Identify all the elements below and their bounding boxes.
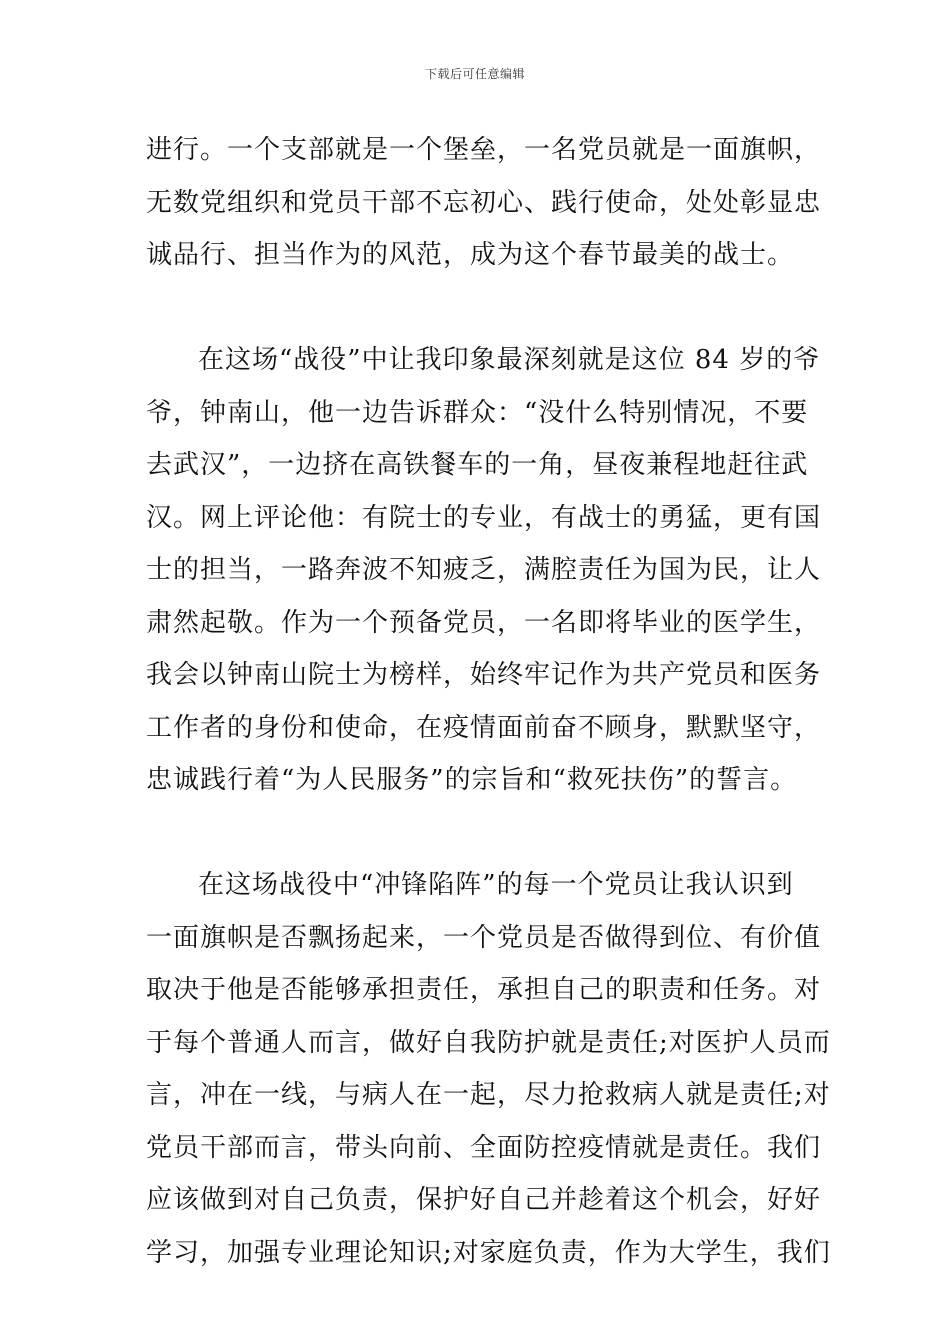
text-line: 我会以钟南山院士为榜样，始终牢记作为共产党员和医务 <box>146 660 822 690</box>
text-line: 取决于他是否能够承担责任，承担自己的职责和任务。对 <box>146 975 822 1005</box>
text-line: 诚品行、担当作为的风范，成为这个春节最美的战士。 <box>146 240 795 270</box>
page-header: 下载后可任意编辑 <box>424 67 525 81</box>
text-line: 学习，加强专业理论知识;对家庭负责，作为大学生，我们 <box>146 1237 831 1268</box>
text-line: 爷，钟南山，他一边告诉群众：“没什么特别情况，不要 <box>146 397 809 428</box>
text-line: 于每个普通人而言，做好自我防护就是责任;对医护人员而 <box>146 1027 831 1058</box>
text-line: 一面旗帜是否飘扬起来，一个党员是否做得到位、有价值 <box>146 922 822 953</box>
text-line: 无数党组织和党员干部不忘初心、践行使命，处处彰显忠 <box>146 187 822 218</box>
text-line: 士的担当，一路奔波不知疲乏，满腔责任为国为民，让人 <box>146 555 822 585</box>
paragraph-spacer <box>146 807 806 860</box>
text-line: 在这场战役中“冲锋陷阵”的每一个党员让我认识到 <box>198 870 794 900</box>
document-body <box>146 124 831 1279</box>
text-line: 忠诚践行着“为人民服务”的宗旨和“救死扶伤”的誓言。 <box>146 765 798 795</box>
paragraph-3 <box>146 859 831 1279</box>
text-line: 去武汉”，一边挤在高铁餐车的一角，昼夜兼程地赶往武 <box>146 450 809 480</box>
paragraph-2 <box>146 334 822 807</box>
text-line: 肃然起敬。作为一个预备党员，一名即将毕业的医学生， <box>146 607 822 638</box>
text-line: 在这场“战役”中让我印象最深刻就是这位 84 岁的爷 <box>198 345 821 375</box>
paragraph-1 <box>146 124 822 282</box>
text-line: 工作者的身份和使命，在疫情面前奋不顾身，默默坚守， <box>146 712 822 743</box>
text-line: 应该做到对自己负责，保护好自己并趁着这个机会，好好 <box>146 1185 822 1215</box>
paragraph-spacer <box>146 282 806 335</box>
text-line: 进行。一个支部就是一个堡垒，一名党员就是一面旗帜， <box>146 135 822 165</box>
text-line: 言，冲在一线，与病人在一起，尽力抢救病人就是责任;对 <box>146 1080 831 1110</box>
text-line: 汉。网上评论他：有院士的专业，有战士的勇猛，更有国 <box>146 502 822 533</box>
text-line: 党员干部而言，带头向前、全面防控疫情就是责任。我们 <box>146 1132 822 1163</box>
